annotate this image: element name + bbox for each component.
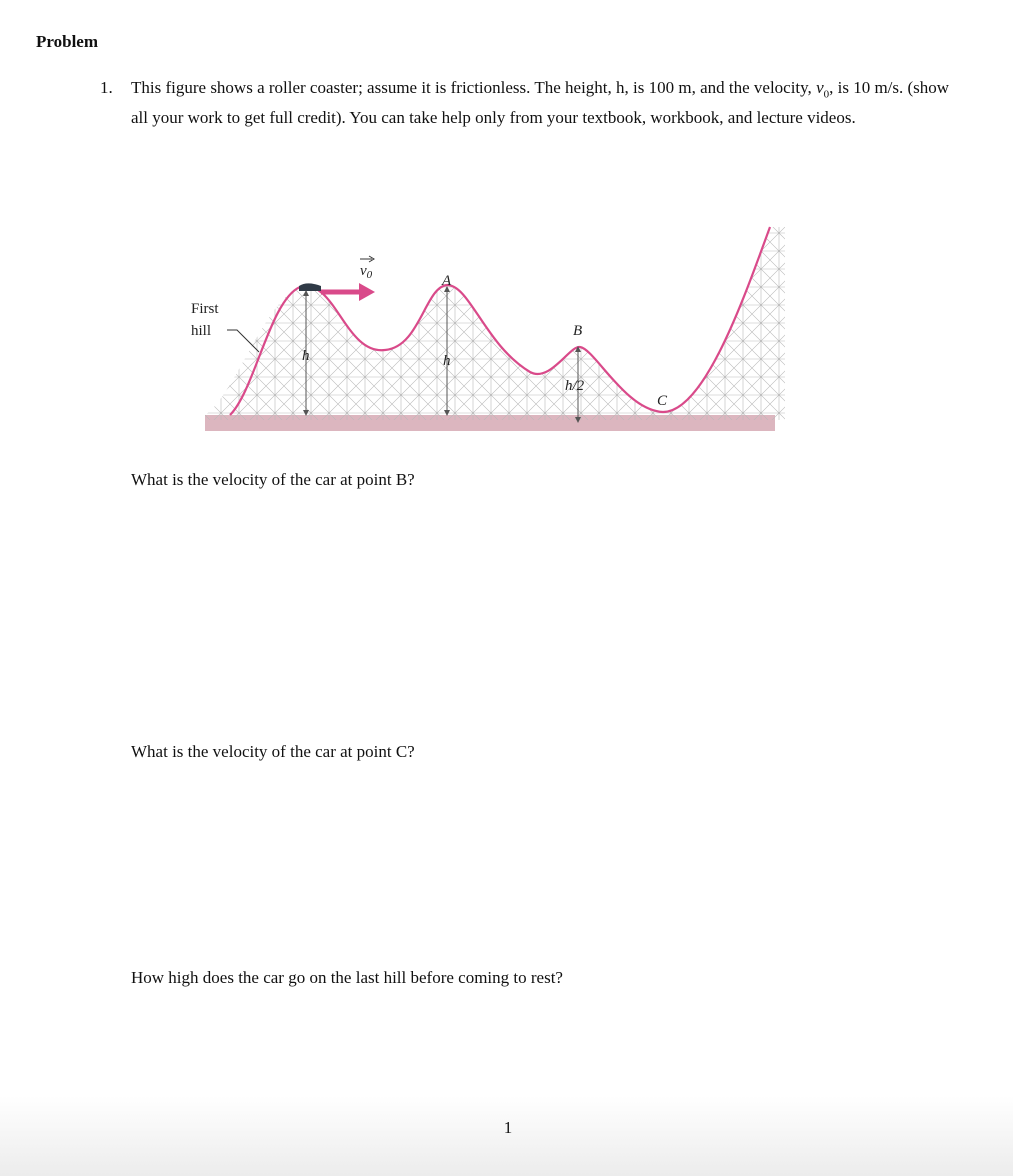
point-b-label: B (573, 323, 583, 339)
roller-coaster-figure (185, 215, 785, 440)
roller-coaster-diagram (185, 215, 785, 440)
question-c: What is the velocity of the car at point C? (131, 742, 415, 761)
problem-number: 1. (100, 78, 113, 97)
coaster-car (299, 283, 321, 291)
height-label-a: h (443, 353, 451, 369)
velocity-arrow-head (359, 283, 375, 301)
height-label-first: h (302, 348, 310, 364)
half-height-label: h/2 (565, 378, 585, 394)
first-hill-label: First (191, 301, 219, 317)
v0-label: $v_0$ (360, 263, 373, 281)
point-a-label: A (442, 273, 452, 289)
truss-structure (205, 225, 785, 420)
point-c-label: C (657, 393, 668, 409)
problem-text-rest: 10 m/s. (show all your work to get full credit). You can take help only from your textbook, workbook, and lecture videos. (131, 78, 950, 128)
page-number: 1 (503, 1118, 513, 1137)
problem-text-mid: , is (829, 78, 849, 97)
question-last-hill: How high does the car go on the last hill before coming to rest? (131, 968, 563, 987)
velocity-symbol: $v_0$ (816, 78, 830, 101)
problem-text-start: This figure shows a roller coaster; assume it is frictionless. The height, h, is 100 m, and the velocity, (131, 78, 812, 97)
section-heading: Problem (36, 32, 99, 51)
problem-text (131, 76, 961, 130)
question-b: What is the velocity of the car at point B? (131, 470, 415, 489)
first-hill-label-line2: hill (191, 323, 212, 339)
